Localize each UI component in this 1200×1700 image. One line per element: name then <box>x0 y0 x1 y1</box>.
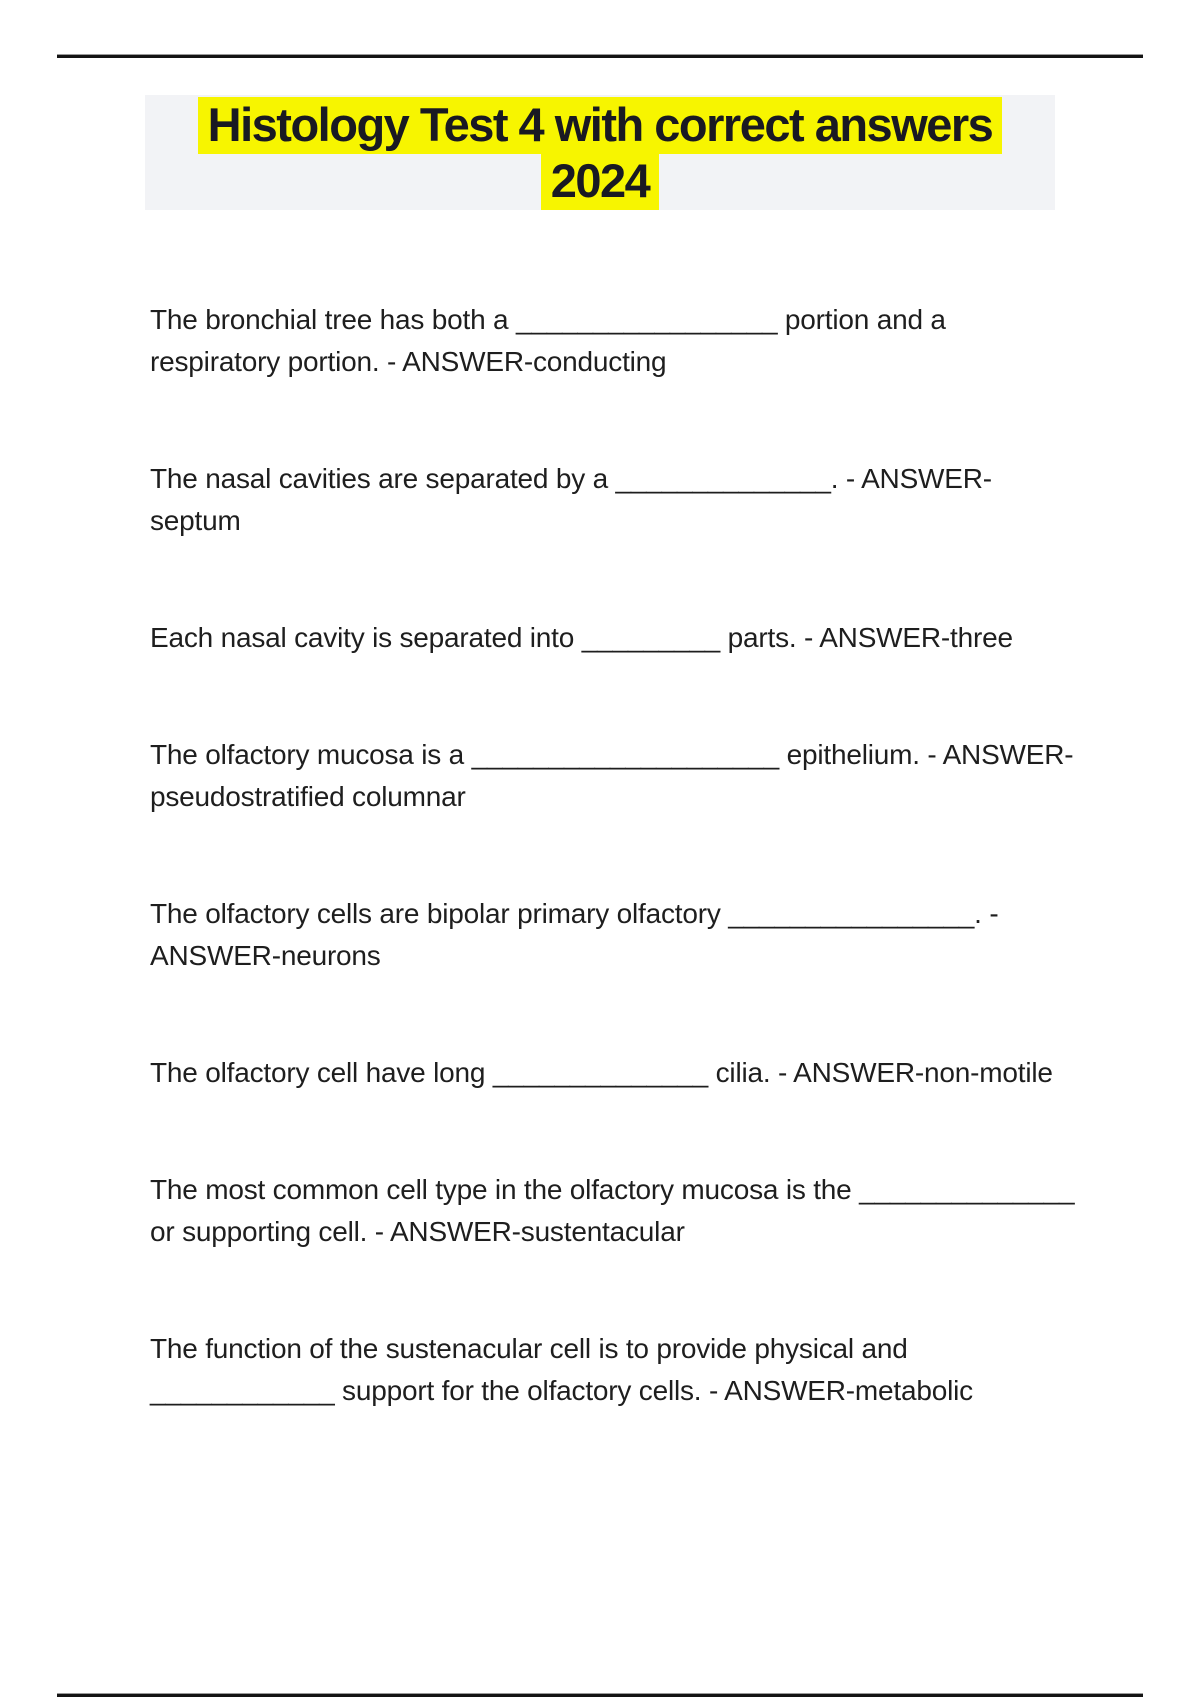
question-answer-item: The function of the sustenacular cell is to provide physical and ____________ support for the olfactory cells. - ANSWER-metabolic <box>150 1333 973 1406</box>
title-block <box>145 95 1055 210</box>
question-answer-item: The olfactory cells are bipolar primary olfactory ________________. - ANSWER-neurons <box>150 898 999 971</box>
question-answer-item: The most common cell type in the olfactory mucosa is the ______________ or supporting cell. - ANSWER-sustentacular <box>150 1174 1075 1247</box>
question-answer-item: The olfactory mucosa is a ____________________ epithelium. - ANSWER-pseudostratified columnar <box>150 739 1074 812</box>
title-highlight: 2024 <box>541 153 660 210</box>
question-answer-item: The bronchial tree has both a _________________ portion and a respiratory portion. - ANSWER-conducting <box>150 304 946 377</box>
questions-list <box>150 299 1075 1412</box>
document-title-line-2 <box>145 152 1055 210</box>
question-answer-item: The nasal cavities are separated by a ______________. - ANSWER-septum <box>150 463 992 536</box>
bottom-divider <box>57 1693 1143 1697</box>
question-answer-item: The olfactory cell have long ______________ cilia. - ANSWER-non-motile <box>150 1057 1053 1088</box>
top-divider <box>57 54 1143 58</box>
document-title-line-1 <box>145 97 1055 152</box>
question-answer-item: Each nasal cavity is separated into _________ parts. - ANSWER-three <box>150 622 1013 653</box>
title-highlight: Histology Test 4 with correct answers <box>198 97 1003 154</box>
